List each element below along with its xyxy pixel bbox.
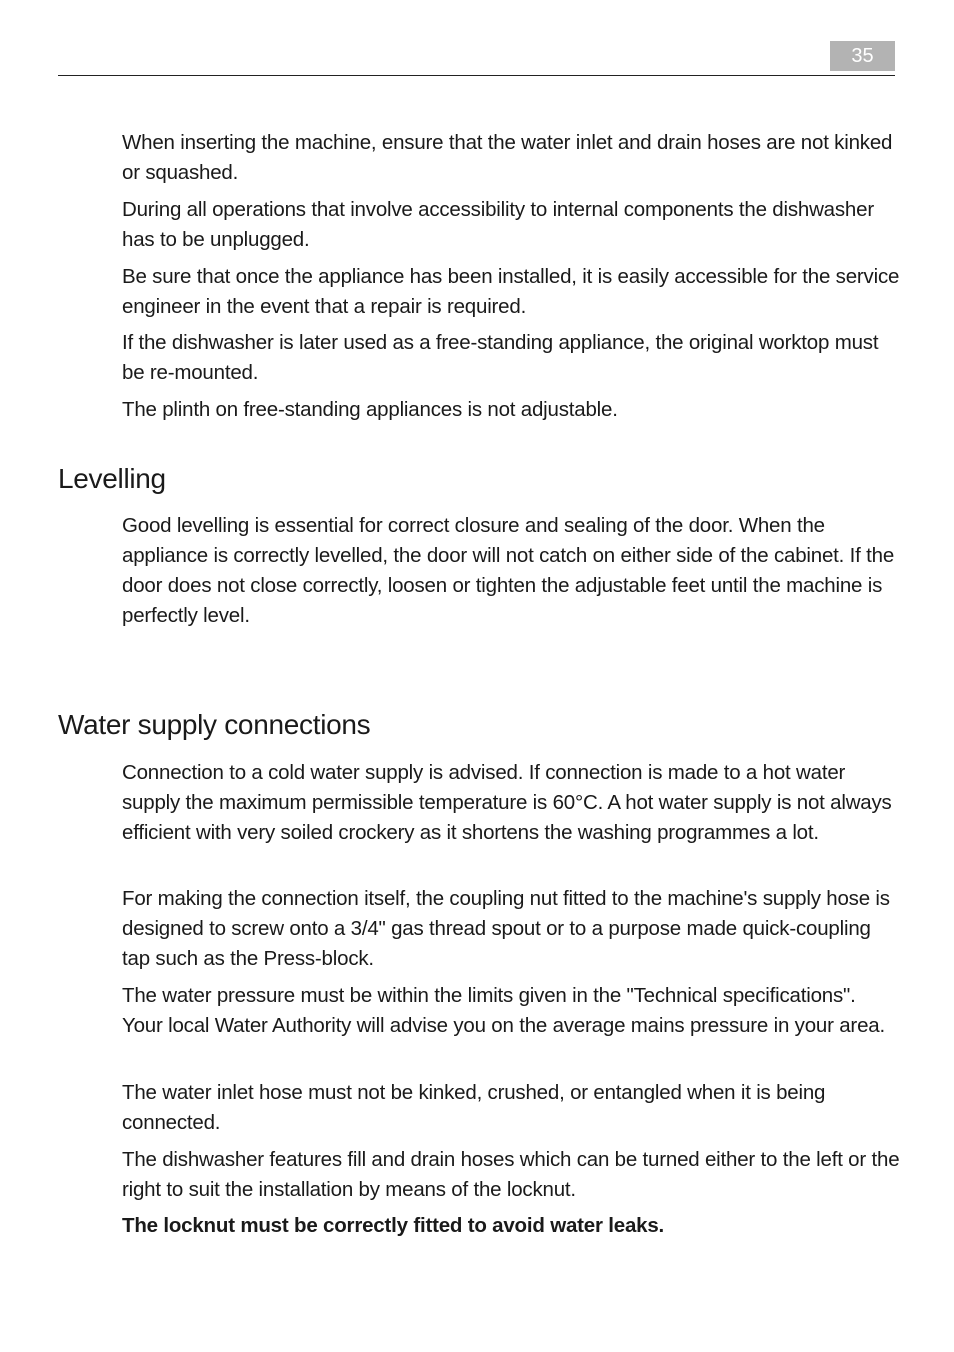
water-supply-paragraph-3: The water pressure must be within the limits given in the "Technical specifications". Your local Water Authority will advise you on the average mains pressure in your area.: [122, 984, 885, 1037]
intro-paragraph-5: The plinth on free-standing appliances is not adjustable.: [122, 398, 618, 421]
intro-paragraph-2: During all operations that involve accessibility to internal components the dishwasher has to be unplugged.: [122, 198, 874, 251]
water-supply-paragraph-1: Connection to a cold water supply is advised. If connection is made to a hot water supply the maximum permissible temperature is 60°C. A hot water supply is not always efficient with very soiled crockery as it shortens the washing programmes a lot.: [122, 761, 892, 844]
header-divider: [58, 75, 895, 76]
levelling-paragraph: Good levelling is essential for correct closure and sealing of the door. When the appliance is correctly levelled, the door will not catch on either side of the cabinet. If the door does not close correctly, loosen or tighten the adjustable feet until the machine is perfectly level.: [122, 514, 895, 627]
water-supply-paragraph-2: For making the connection itself, the coupling nut fitted to the machine's supply hose is designed to screw onto a 3/4" gas thread spout or to a purpose made quick-coupling tap such as the Press-block.: [122, 887, 890, 970]
levelling-heading: Levelling: [58, 463, 166, 494]
intro-paragraph-1: When inserting the machine, ensure that the water inlet and drain hoses are not kinked or squashed.: [122, 131, 893, 184]
intro-paragraph-4: If the dishwasher is later used as a free-standing appliance, the original worktop must be re-mounted.: [122, 331, 879, 384]
intro-paragraph-3: Be sure that once the appliance has been installed, it is easily accessible for the service engineer in the event that a repair is required.: [122, 265, 900, 318]
water-supply-paragraph-5: The dishwasher features fill and drain hoses which can be turned either to the left or the right to suit the installation by means of the locknut.: [122, 1148, 900, 1201]
water-supply-paragraph-4: The water inlet hose must not be kinked, crushed, or entangled when it is being connected.: [122, 1081, 826, 1134]
page-number: 35: [830, 41, 895, 71]
water-supply-heading: Water supply connections: [58, 709, 371, 740]
locknut-warning: The locknut must be correctly fitted to avoid water leaks.: [122, 1214, 665, 1237]
